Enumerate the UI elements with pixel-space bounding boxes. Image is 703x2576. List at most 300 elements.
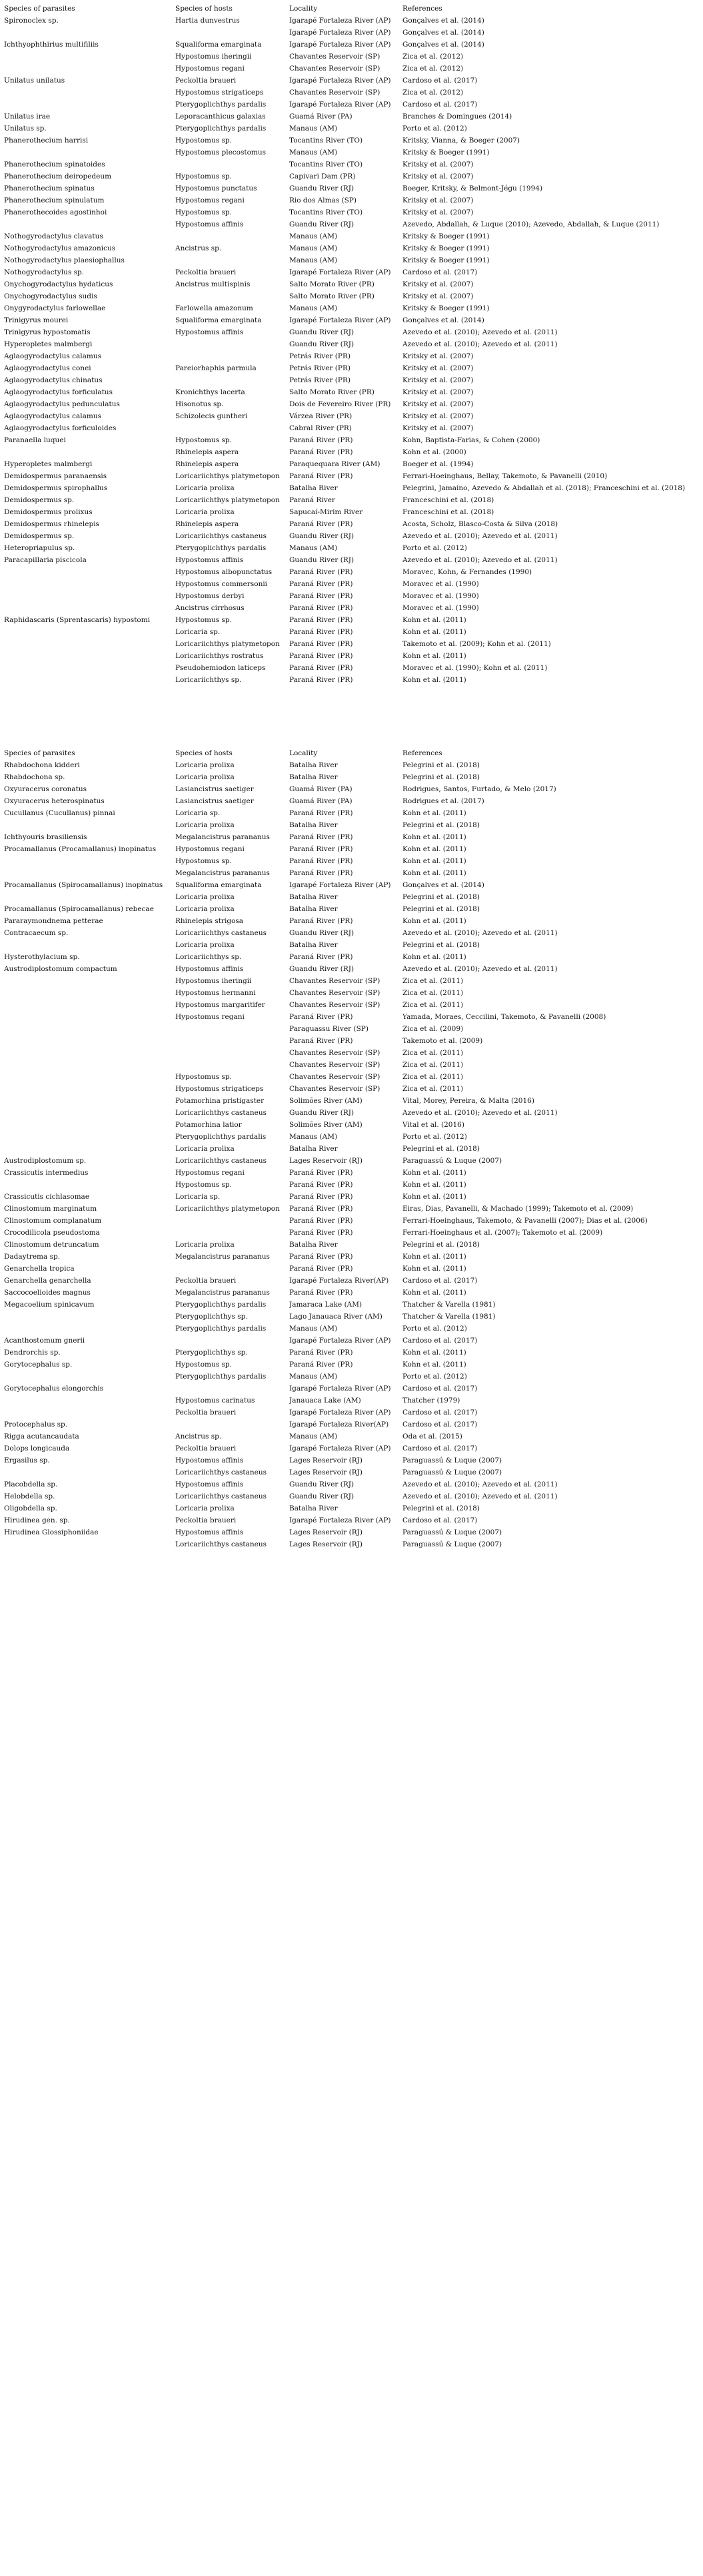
table-row: [4, 951, 697, 963]
cell-parasite: Rigga acutancaudata: [4, 1433, 79, 1441]
table-row: [4, 1395, 697, 1407]
cell-host: Squaliforma emarginata: [175, 316, 262, 324]
table-row: [4, 1311, 697, 1323]
cell-parasite: [4, 626, 175, 638]
cell-host: Farlowella amazonum: [175, 304, 253, 312]
cell-host: Loricariichthys platymetopon: [175, 472, 280, 480]
cell-parasite: [4, 1035, 175, 1047]
table-row: [4, 99, 697, 111]
cell-parasite: Phanerothecoides agostinhoi: [4, 208, 107, 216]
cell-host: Schizolecis guntheri: [175, 412, 248, 420]
cell-parasite: [4, 662, 175, 674]
cell-host: [175, 1263, 289, 1275]
cell-parasite: [4, 650, 175, 662]
cell-parasite: [4, 63, 175, 75]
table-row: [4, 1263, 697, 1275]
cell-parasite: Nothogyrodactylus sp.: [4, 268, 85, 276]
cell-host: Rhinelepis aspera: [175, 448, 239, 456]
cell-host: Hypostomus carinatus: [175, 1397, 255, 1405]
cell-parasite: Onychogyrodactylus hydaticus: [4, 280, 113, 288]
cell-host: Loricaria prolixa: [175, 508, 235, 516]
cell-locality: Chavantes Reservoir (SP): [289, 1085, 380, 1093]
cell-references: Takemoto et al. (2009); Kohn et al. (2011): [402, 640, 551, 648]
cell-locality: Igarapé Fortaleza River (AP): [289, 1409, 391, 1417]
table-row: [4, 446, 697, 458]
cell-parasite: [4, 855, 175, 867]
cell-parasite: Phanerothecium harrisi: [4, 137, 89, 145]
cell-references: Kohn et al. (2011): [402, 616, 466, 624]
cell-references: Kohn et al. (2011): [402, 1361, 466, 1369]
cell-host: Hypostomus albopunctatus: [175, 568, 273, 576]
cell-locality: Solimões River (AM): [289, 1097, 362, 1105]
cell-parasite: Placobdella sp.: [4, 1480, 58, 1488]
table-row: [4, 1095, 697, 1107]
cell-references: Kritsky et al. (2007): [402, 412, 474, 420]
table-row: [4, 602, 697, 614]
cell-parasite: Dadaytrema sp.: [4, 1253, 61, 1261]
cell-references: Kritsky et al. (2007): [402, 280, 474, 288]
cell-locality: Paraná River (PR): [289, 869, 353, 877]
table-row: [4, 374, 697, 386]
cell-locality: Igarapé Fortaleza River (AP): [289, 1516, 391, 1524]
cell-parasite: [4, 987, 175, 999]
cell-references: Takemoto et al. (2009): [402, 1037, 483, 1045]
header-references: References: [402, 749, 442, 757]
cell-parasite: Ichthyouris brasiliensis: [4, 833, 87, 841]
header-references: References: [402, 5, 442, 13]
cell-references: Thatcher (1979): [402, 1397, 460, 1405]
cell-host: Lasiancistrus saetiger: [175, 785, 254, 793]
cell-parasite: Crocodilicola pseudostoma: [4, 1229, 100, 1237]
cell-parasite: Phanerothecium spinatoides: [4, 161, 105, 168]
cell-parasite: Hyperopletes malmbergi: [4, 340, 93, 348]
cell-host: Loricariichthys sp.: [175, 676, 242, 684]
cell-locality: Paraná River (PR): [289, 1205, 353, 1213]
cell-locality: Salto Morato River (PR): [289, 280, 374, 288]
cell-locality: Igarapé Fortaleza River (AP): [289, 1385, 391, 1393]
cell-parasite: [4, 99, 175, 111]
cell-parasite: Procamallanus (Procamallanus) inopinatus: [4, 845, 157, 853]
cell-references: Gonçalves et al. (2014): [402, 881, 484, 889]
cell-parasite: Aglaogyrodactylus calamus: [4, 352, 101, 360]
table-row: [4, 1167, 697, 1179]
table-row: [4, 542, 697, 554]
cell-host: Pterygoplichthys pardalis: [175, 1301, 267, 1309]
table-row: [4, 123, 697, 135]
cell-host: Megalancistrus parananus: [175, 1289, 270, 1297]
table-row: [4, 1047, 697, 1059]
cell-references: Zica et al. (2011): [402, 1073, 464, 1081]
table-header-row: [4, 3, 697, 15]
cell-locality: Chavantes Reservoir (SP): [289, 1049, 380, 1057]
cell-parasite: Procamallanus (Spirocamallanus) rebecae: [4, 905, 154, 913]
table-row: [4, 1526, 697, 1538]
cell-references: Cardoso et al. (2017): [402, 268, 478, 276]
cell-references: Kohn et al. (2011): [402, 1253, 466, 1261]
cell-parasite: Austrodiplostomum sp.: [4, 1157, 87, 1165]
cell-parasite: Procamallanus (Spirocamallanus) inopinatus: [4, 881, 163, 889]
cell-locality: Cabral River (PR): [289, 424, 352, 432]
cell-parasite: [4, 1119, 175, 1131]
cell-host: Hypostomus sp.: [175, 616, 232, 624]
cell-references: Azevedo et al. (2010); Azevedo et al. (2011): [402, 532, 558, 540]
cell-locality: Paraná River (PR): [289, 1013, 353, 1021]
table-row: [4, 1323, 697, 1335]
table-row: [4, 879, 697, 891]
cell-locality: Guandu River (RJ): [289, 965, 354, 973]
cell-parasite: Saccocoelioides magnus: [4, 1289, 91, 1297]
cell-parasite: Hirudinea gen. sp.: [4, 1516, 70, 1524]
cell-references: Zica et al. (2012): [402, 89, 464, 97]
table-row: [4, 1083, 697, 1095]
cell-host: Megalancistrus parananus: [175, 1253, 270, 1261]
cell-references: Gonçalves et al. (2014): [402, 316, 484, 324]
table-row: [4, 1383, 697, 1395]
cell-parasite: Aglaogyrodactylus conei: [4, 364, 91, 372]
cell-host: Hypostomus affinis: [175, 220, 244, 228]
cell-locality: Paraná River (PR): [289, 857, 353, 865]
cell-locality: Lago Janauaca River (AM): [289, 1313, 382, 1321]
cell-parasite: Genarchella genarchella: [4, 1277, 91, 1285]
cell-locality: Batalha River: [289, 484, 338, 492]
cell-locality: Paraná River (PR): [289, 845, 353, 853]
cell-parasite: [4, 1538, 175, 1550]
cell-references: Paraguassú & Luque (2007): [402, 1540, 502, 1548]
cell-references: Kritsky & Boeger (1991): [402, 256, 490, 264]
cell-references: Kritsky & Boeger (1991): [402, 149, 490, 157]
cell-host: Loricaria prolixa: [175, 905, 235, 913]
cell-host: Lasiancistrus saetiger: [175, 797, 254, 805]
table-row: [4, 434, 697, 446]
cell-references: Boeger, Kritsky, & Belmont-Jégu (1994): [402, 184, 543, 192]
cell-parasite: Demidospermus sp.: [4, 532, 75, 540]
cell-references: Kohn et al. (2011): [402, 1169, 466, 1177]
table-row: [4, 1419, 697, 1431]
table-row: [4, 783, 697, 795]
cell-host: Hypostomus regani: [175, 845, 245, 853]
header-host: Species of hosts: [175, 749, 233, 757]
cell-references: Kritsky et al. (2007): [402, 292, 474, 300]
cell-host: Pareiorhaphis parmula: [175, 364, 257, 372]
cell-locality: Manaus (AM): [289, 1133, 338, 1141]
cell-references: Zica et al. (2012): [402, 65, 464, 73]
cell-references: Eiras, Dias, Pavanelli, & Machado (1999); Takemoto et al. (2009): [402, 1205, 634, 1213]
cell-locality: Manaus (AM): [289, 125, 338, 133]
cell-parasite: Dolops longicauda: [4, 1445, 70, 1452]
cell-parasite: [4, 590, 175, 602]
cell-locality: Paraná River (PR): [289, 436, 353, 444]
cell-references: Zica et al. (2009): [402, 1025, 464, 1033]
cell-locality: Manaus (AM): [289, 149, 338, 157]
cell-references: Azevedo et al. (2010); Azevedo et al. (2011): [402, 1480, 558, 1488]
cell-references: Pelegrini et al. (2018): [402, 773, 480, 781]
table-row: [4, 482, 697, 494]
cell-host: Loricariichthys castaneus: [175, 1157, 267, 1165]
cell-locality: Guandu River (RJ): [289, 556, 354, 564]
cell-parasite: Demidospermus paranaensis: [4, 472, 107, 480]
cell-references: Kohn et al. (2011): [402, 917, 466, 925]
cell-host: Potamorhina pristigaster: [175, 1097, 265, 1105]
cell-parasite: [4, 1107, 175, 1119]
cell-host: Megalancistrus parananus: [175, 869, 270, 877]
cell-references: Cardoso et al. (2017): [402, 1421, 478, 1429]
cell-locality: Batalha River: [289, 1145, 338, 1153]
cell-locality: Paraná River (PR): [289, 628, 353, 636]
cell-parasite: [4, 1395, 175, 1407]
cell-parasite: Phanerothecium spinulatum: [4, 196, 105, 204]
cell-locality: Igarapé Fortaleza River (AP): [289, 29, 391, 37]
table-row: [4, 795, 697, 807]
cell-locality: Manaus (AM): [289, 544, 338, 552]
table-row: [4, 1347, 697, 1359]
cell-host: Loricaria prolixa: [175, 1504, 235, 1512]
cell-locality: Tocantins River (TO): [289, 137, 363, 145]
cell-parasite: Gorytocephalus sp.: [4, 1361, 73, 1369]
cell-locality: Paraquequara River (AM): [289, 460, 380, 468]
table-row: [4, 75, 697, 87]
cell-locality: Guamá River (PA): [289, 785, 352, 793]
cell-parasite: Ichthyophthirius multifiliis: [4, 41, 99, 49]
table-row: [4, 1059, 697, 1071]
cell-host: Loricariichthys castaneus: [175, 1109, 267, 1117]
table-row: [4, 1335, 697, 1347]
table-row: [4, 1155, 697, 1167]
cell-host: Loricariichthys castaneus: [175, 1540, 267, 1548]
cell-host: Hypostomus strigaticeps: [175, 1085, 264, 1093]
cell-references: Zica et al. (2011): [402, 1061, 464, 1069]
cell-locality: Manaus (AM): [289, 304, 338, 312]
cell-references: Pelegrini et al. (2018): [402, 761, 480, 769]
cell-parasite: Gorytocephalus elongorchis: [4, 1385, 103, 1393]
cell-host: Hypostomus regani: [175, 1169, 245, 1177]
cell-host: Hypostomus affinis: [175, 1456, 244, 1464]
cell-parasite: Unilatus irae: [4, 113, 51, 121]
table-row: [4, 362, 697, 374]
table-row: [4, 194, 697, 206]
table-row: [4, 398, 697, 410]
cell-host: Hypostomus affinis: [175, 556, 244, 564]
cell-references: Porto et al. (2012): [402, 1133, 467, 1141]
cell-locality: Guamá River (PA): [289, 797, 352, 805]
cell-locality: Igarapé Fortaleza River (AP): [289, 881, 391, 889]
table-row: [4, 1011, 697, 1023]
cell-parasite: Hysterothylacium sp.: [4, 953, 80, 961]
cell-locality: Guandu River (RJ): [289, 929, 354, 937]
table-row: [4, 458, 697, 470]
cell-host: Loricaria sp.: [175, 1193, 221, 1201]
cell-references: Kritsky et al. (2007): [402, 208, 474, 216]
cell-references: Pelegrini et al. (2018): [402, 821, 480, 829]
table-row: [4, 987, 697, 999]
table-row: [4, 891, 697, 903]
cell-host: Loricariichthys castaneus: [175, 929, 267, 937]
cell-host: Hypostomus iheringii: [175, 53, 252, 61]
cell-locality: Capivari Dam (PR): [289, 172, 356, 180]
cell-references: Zica et al. (2011): [402, 989, 464, 997]
cell-locality: Chavantes Reservoir (SP): [289, 65, 380, 73]
cell-locality: Paraná River (PR): [289, 568, 353, 576]
cell-locality: Batalha River: [289, 821, 338, 829]
table-row: [4, 843, 697, 855]
table-row: [4, 578, 697, 590]
cell-locality: Paraná River (PR): [289, 1181, 353, 1189]
cell-host: [175, 1023, 289, 1035]
cell-locality: Chavantes Reservoir (SP): [289, 1061, 380, 1069]
cell-host: Hypostomus sp.: [175, 1361, 232, 1369]
cell-references: Paraguassú & Luque (2007): [402, 1456, 502, 1464]
cell-references: Vital et al. (2016): [402, 1121, 464, 1129]
cell-references: Cardoso et al. (2017): [402, 1516, 478, 1524]
cell-references: Rodrigues, Santos, Furtado, & Melo (2017): [402, 785, 556, 793]
cell-locality: Manaus (AM): [289, 1433, 338, 1441]
table-row: [4, 1514, 697, 1526]
cell-parasite: Demidospermus sp.: [4, 496, 75, 504]
cell-host: Loricariichthys castaneus: [175, 1468, 267, 1476]
cell-parasite: [4, 819, 175, 831]
cell-references: Porto et al. (2012): [402, 1373, 467, 1381]
cell-locality: Manaus (AM): [289, 1373, 338, 1381]
cell-parasite: [4, 891, 175, 903]
cell-locality: Igarapé Fortaleza River (AP): [289, 101, 391, 109]
cell-host: [175, 1419, 289, 1431]
cell-host: Pterygoplichthys pardalis: [175, 1325, 267, 1333]
cell-parasite: Phanerothecium spinatus: [4, 184, 95, 192]
cell-parasite: [4, 1371, 175, 1383]
table-body-2: [4, 759, 697, 1550]
table-row: [4, 326, 697, 338]
cell-references: Zica et al. (2012): [402, 53, 464, 61]
cell-host: Hypostomus sp.: [175, 137, 232, 145]
table-row: [4, 819, 697, 831]
cell-host: Hypostomus punctatus: [175, 184, 257, 192]
table-row: [4, 1299, 697, 1311]
table-row: [4, 147, 697, 159]
cell-references: Pelegrini et al. (2018): [402, 941, 480, 949]
cell-locality: Paraná River (PR): [289, 1265, 353, 1273]
cell-references: Moravec et al. (1990): [402, 604, 479, 612]
cell-locality: Paraná River (PR): [289, 604, 353, 612]
cell-locality: Chavantes Reservoir (SP): [289, 989, 380, 997]
cell-host: Hypostomus sp.: [175, 857, 232, 865]
cell-locality: Paraná River: [289, 496, 335, 504]
cell-references: Pelegrini et al. (2018): [402, 893, 480, 901]
cell-host: Loricariichthys platymetopon: [175, 1205, 280, 1213]
table-row: [4, 963, 697, 975]
cell-parasite: [4, 446, 175, 458]
cell-parasite: Spironoclex sp.: [4, 17, 59, 25]
cell-parasite: [4, 1311, 175, 1323]
table-row: [4, 111, 697, 123]
cell-references: Cardoso et al. (2017): [402, 1277, 478, 1285]
cell-host: Pterygoplichthys pardalis: [175, 1373, 267, 1381]
cell-parasite: Pararaymondnema petterae: [4, 917, 103, 925]
cell-references: Kohn et al. (2011): [402, 1181, 466, 1189]
cell-references: Kritsky et al. (2007): [402, 400, 474, 408]
table-row: [4, 470, 697, 482]
cell-host: Peckoltia braueri: [175, 77, 237, 85]
table-row: [4, 939, 697, 951]
table-row: [4, 314, 697, 326]
cell-host: Loricariichthys castaneus: [175, 532, 267, 540]
cell-references: Thatcher & Varella (1981): [402, 1301, 496, 1309]
table-row: [4, 831, 697, 843]
cell-host: Hypostomus sp.: [175, 172, 232, 180]
cell-references: Kritsky et al. (2007): [402, 352, 474, 360]
cell-references: Porto et al. (2012): [402, 1325, 467, 1333]
table-row: [4, 518, 697, 530]
cell-parasite: Nothogyrodactylus amazonicus: [4, 244, 116, 252]
header-locality: Locality: [289, 5, 318, 13]
cell-locality: Lages Reservoir (RJ): [289, 1528, 362, 1536]
cell-references: Zica et al. (2011): [402, 977, 464, 985]
cell-parasite: [4, 147, 175, 159]
cell-locality: Paraná River (PR): [289, 652, 353, 660]
table-row: [4, 1131, 697, 1143]
cell-references: Pelegrini et al. (2018): [402, 1504, 480, 1512]
cell-host: [175, 27, 289, 39]
cell-host: Kronichthys lacerta: [175, 388, 245, 396]
cell-references: Cardoso et al. (2017): [402, 77, 478, 85]
cell-parasite: [4, 975, 175, 987]
cell-references: Ferrari-Hoeinghaus, Bellay, Takemoto, & Pavanelli (2010): [402, 472, 608, 480]
table-row: [4, 39, 697, 51]
table-row: [4, 638, 697, 650]
table-row: [4, 771, 697, 783]
cell-locality: Igarapé Fortaleza River(AP): [289, 1421, 389, 1429]
cell-host: Hypostomus plecostomus: [175, 149, 267, 157]
cell-locality: Jamaraca Lake (AM): [289, 1301, 362, 1309]
cell-parasite: Nothogyrodactylus clavatus: [4, 232, 103, 240]
cell-parasite: Trinigyrus hypostomatis: [4, 328, 91, 336]
cell-parasite: [4, 674, 175, 686]
table-row: [4, 1538, 697, 1550]
cell-parasite: Oxyuracerus heterospinatus: [4, 797, 105, 805]
cell-locality: Guandu River (RJ): [289, 340, 354, 348]
table-row: [4, 855, 697, 867]
cell-references: Pelegrini, Jamaino, Azevedo & Abdallah et al. (2018); Franceschini et al. (2018): [402, 484, 686, 492]
cell-host: Loricariichthys platymetopon: [175, 496, 280, 504]
cell-parasite: Aglaogyrodactylus chinatus: [4, 376, 103, 384]
cell-locality: Igarapé Fortaleza River (AP): [289, 17, 391, 25]
cell-host: [175, 290, 289, 302]
cell-references: Kritsky & Boeger (1991): [402, 232, 490, 240]
cell-locality: Igarapé Fortaleza River (AP): [289, 268, 391, 276]
table-row: [4, 1251, 697, 1263]
table-row: [4, 662, 697, 674]
cell-locality: Paraná River (PR): [289, 664, 353, 672]
cell-host: Hypostomus regani: [175, 196, 245, 204]
cell-parasite: Protocephalus sp.: [4, 1421, 68, 1429]
table-row: [4, 1478, 697, 1490]
table-row: [4, 1431, 697, 1443]
cell-host: Loricariichthys sp.: [175, 953, 242, 961]
table-row: [4, 242, 697, 254]
table-header-row: [4, 747, 697, 759]
table-row: [4, 422, 697, 434]
cell-references: Paraguassú & Luque (2007): [402, 1157, 502, 1165]
cell-host: [175, 1215, 289, 1227]
cell-locality: Guandu River (RJ): [289, 1109, 354, 1117]
table-row: [4, 410, 697, 422]
cell-host: Rhinelepis aspera: [175, 460, 239, 468]
cell-host: [175, 422, 289, 434]
table-row: [4, 15, 697, 27]
table-row: [4, 1191, 697, 1203]
cell-host: Loricaria prolixa: [175, 484, 235, 492]
cell-parasite: [4, 578, 175, 590]
cell-references: Thatcher & Varella (1981): [402, 1313, 496, 1321]
table-row: [4, 135, 697, 147]
